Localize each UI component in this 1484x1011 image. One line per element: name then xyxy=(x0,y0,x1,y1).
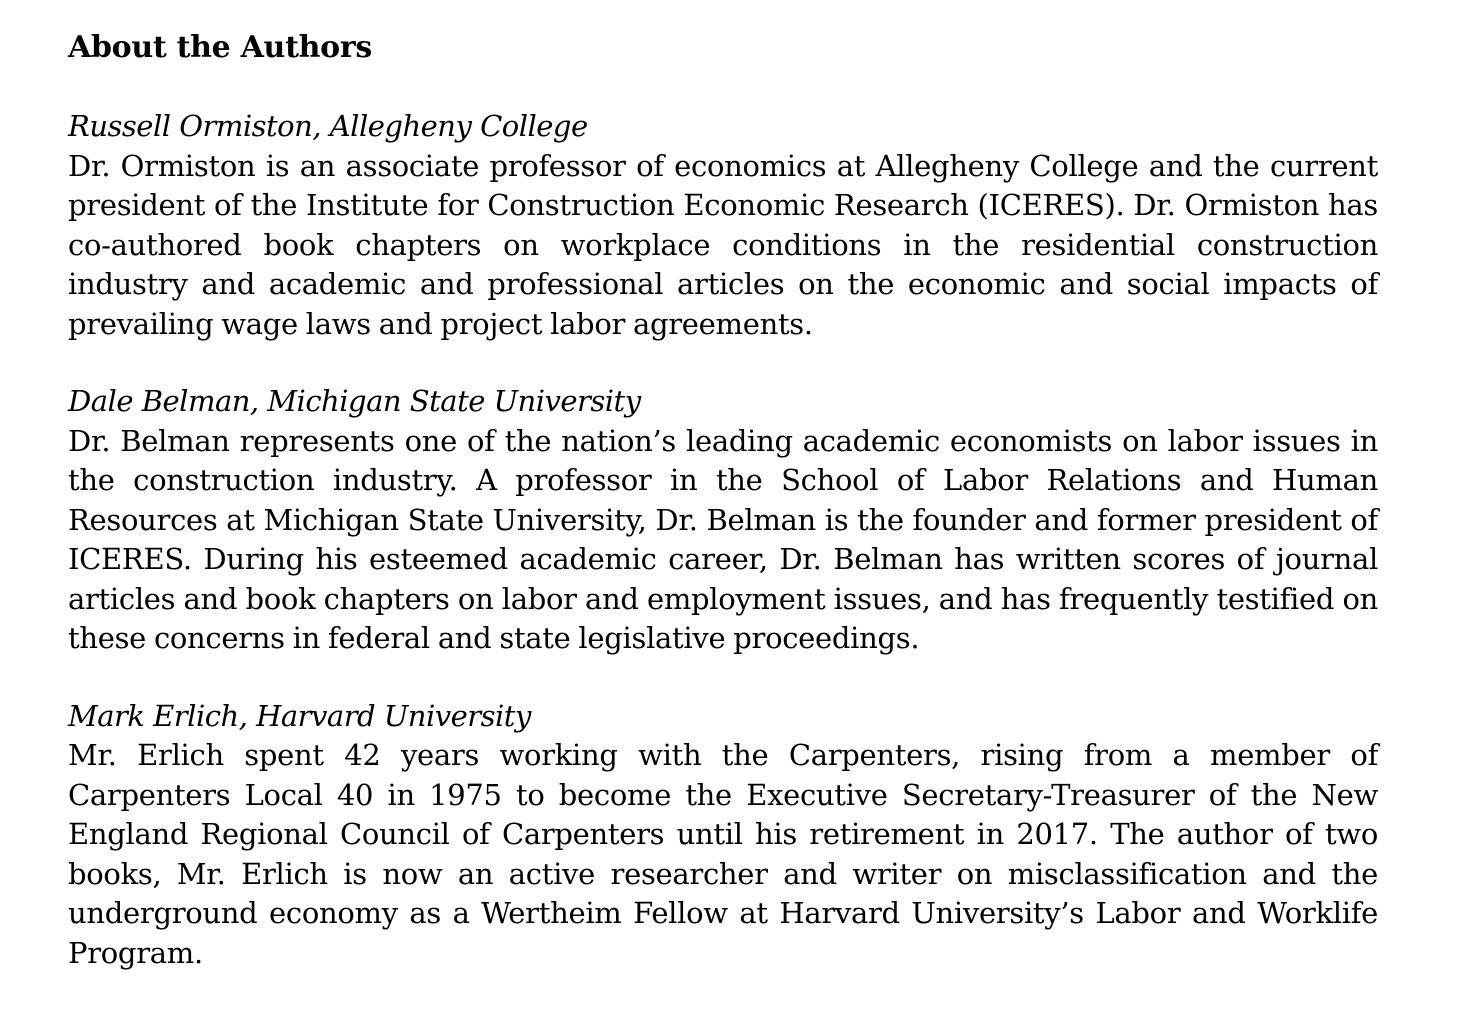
author-bio: Dr. Ormiston is an associate professor of economics at Allegheny College and the current president of the Institute for Construction Economic Research (ICERES). Dr. Ormiston has co-authored book chapters on workplace conditions in the residential construction industry and academic and professional articles on the economic and social impacts of prevailing wage laws and project labor agreements. xyxy=(68,148,1378,341)
author-bio: Mr. Erlich spent 42 years working with the Carpenters, rising from a member of Carpenters Local 40 in 1975 to become the Executive Secretary-Treasurer of the New England Regional Council of Carpenters until his retirement in 2017. The author of two books, Mr. Erlich is now an active researcher and writer on misclassification and the underground economy as a Wertheim Fellow at Harvard University’s Labor and Worklife Program. xyxy=(68,738,1378,970)
author-bio: Dr. Belman represents one of the nation’s leading academic economists on labor issues in the construction industry. A professor in the School of Labor Relations and Human Resources at Michigan State University, Dr. Belman is the founder and former president of ICERES. During his esteemed academic career, Dr. Belman has written scores of journal articles and book chapters on labor and employment issues, and has frequently testified on these concerns in federal and state legislative proceedings. xyxy=(68,423,1378,655)
document-page xyxy=(68,28,1378,1011)
author-name: Dale Belman, Michigan State University xyxy=(68,384,641,418)
page-title: About the Authors xyxy=(68,30,372,65)
author-section-erlich xyxy=(68,697,1378,974)
author-name: Russell Ormiston, Allegheny College xyxy=(68,109,588,143)
author-section-ormiston xyxy=(68,107,1378,344)
author-section-belman xyxy=(68,382,1378,659)
author-name: Mark Erlich, Harvard University xyxy=(68,698,531,733)
